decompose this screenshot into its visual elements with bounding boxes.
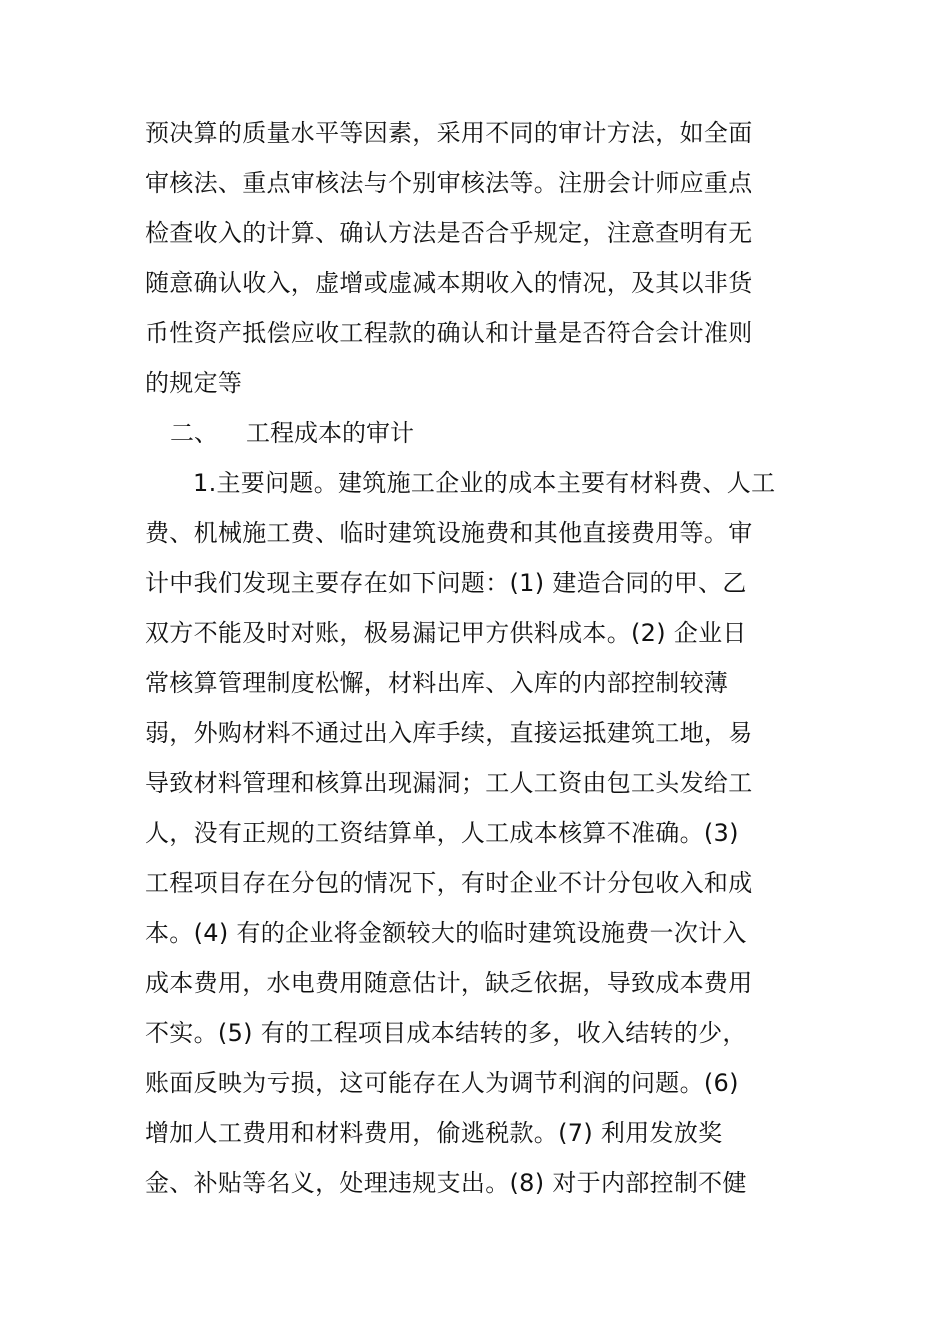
paragraph-line: 预决算的质量水平等因素，采用不同的审计方法，如全面: [145, 119, 753, 147]
paragraph-line: 检查收入的计算、确认方法是否合乎规定，注意查明有无: [145, 219, 753, 247]
paragraph-line: 双方不能及时对账，极易漏记甲方供料成本。(2) 企业日: [145, 619, 747, 647]
paragraph-line: 费、机械施工费、临时建筑设施费和其他直接费用等。审: [145, 519, 753, 547]
paragraph-line: 常核算管理制度松懈，材料出库、入库的内部控制较薄: [145, 669, 729, 697]
paragraph-line: 不实。(5) 有的工程项目成本结转的多，收入结转的少，: [145, 1019, 747, 1047]
paragraph-line: 币性资产抵偿应收工程款的确认和计量是否符合会计准则: [145, 319, 753, 347]
paragraph-line: 的规定等: [145, 369, 243, 397]
paragraph-line: 导致材料管理和核算出现漏洞；工人工资由包工头发给工: [145, 769, 753, 797]
paragraph-line: 成本费用，水电费用随意估计，缺乏依据，导致成本费用: [145, 969, 753, 997]
section-title: 工程成本的审计: [246, 419, 414, 447]
paragraph-line: 弱，外购材料不通过出入库手续，直接运抵建筑工地，易: [145, 719, 753, 747]
paragraph-line: 1.主要问题。建筑施工企业的成本主要有材料费、人工: [193, 469, 776, 497]
paragraph-line: 账面反映为亏损，这可能存在人为调节利润的问题。(6): [145, 1069, 739, 1097]
paragraph-line: 增加人工费用和材料费用，偷逃税款。(7) 利用发放奖: [145, 1119, 723, 1147]
paragraph-line: 人，没有正规的工资结算单，人工成本核算不准确。(3): [145, 819, 739, 847]
section-number: 二、: [170, 419, 218, 447]
paragraph-line: 随意确认收入，虚增或虚减本期收入的情况，及其以非货: [145, 269, 753, 297]
section-heading: [170, 418, 414, 448]
paragraph-line: 金、补贴等名义，处理违规支出。(8) 对于内部控制不健: [145, 1169, 747, 1197]
paragraph-line: 工程项目存在分包的情况下，有时企业不计分包收入和成: [145, 869, 753, 897]
paragraph-line: 审核法、重点审核法与个别审核法等。注册会计师应重点: [145, 169, 753, 197]
paragraph-line: 本。(4) 有的企业将金额较大的临时建筑设施费一次计入: [145, 919, 747, 947]
paragraph-line: 计中我们发现主要存在如下问题：(1) 建造合同的甲、乙: [145, 569, 747, 597]
